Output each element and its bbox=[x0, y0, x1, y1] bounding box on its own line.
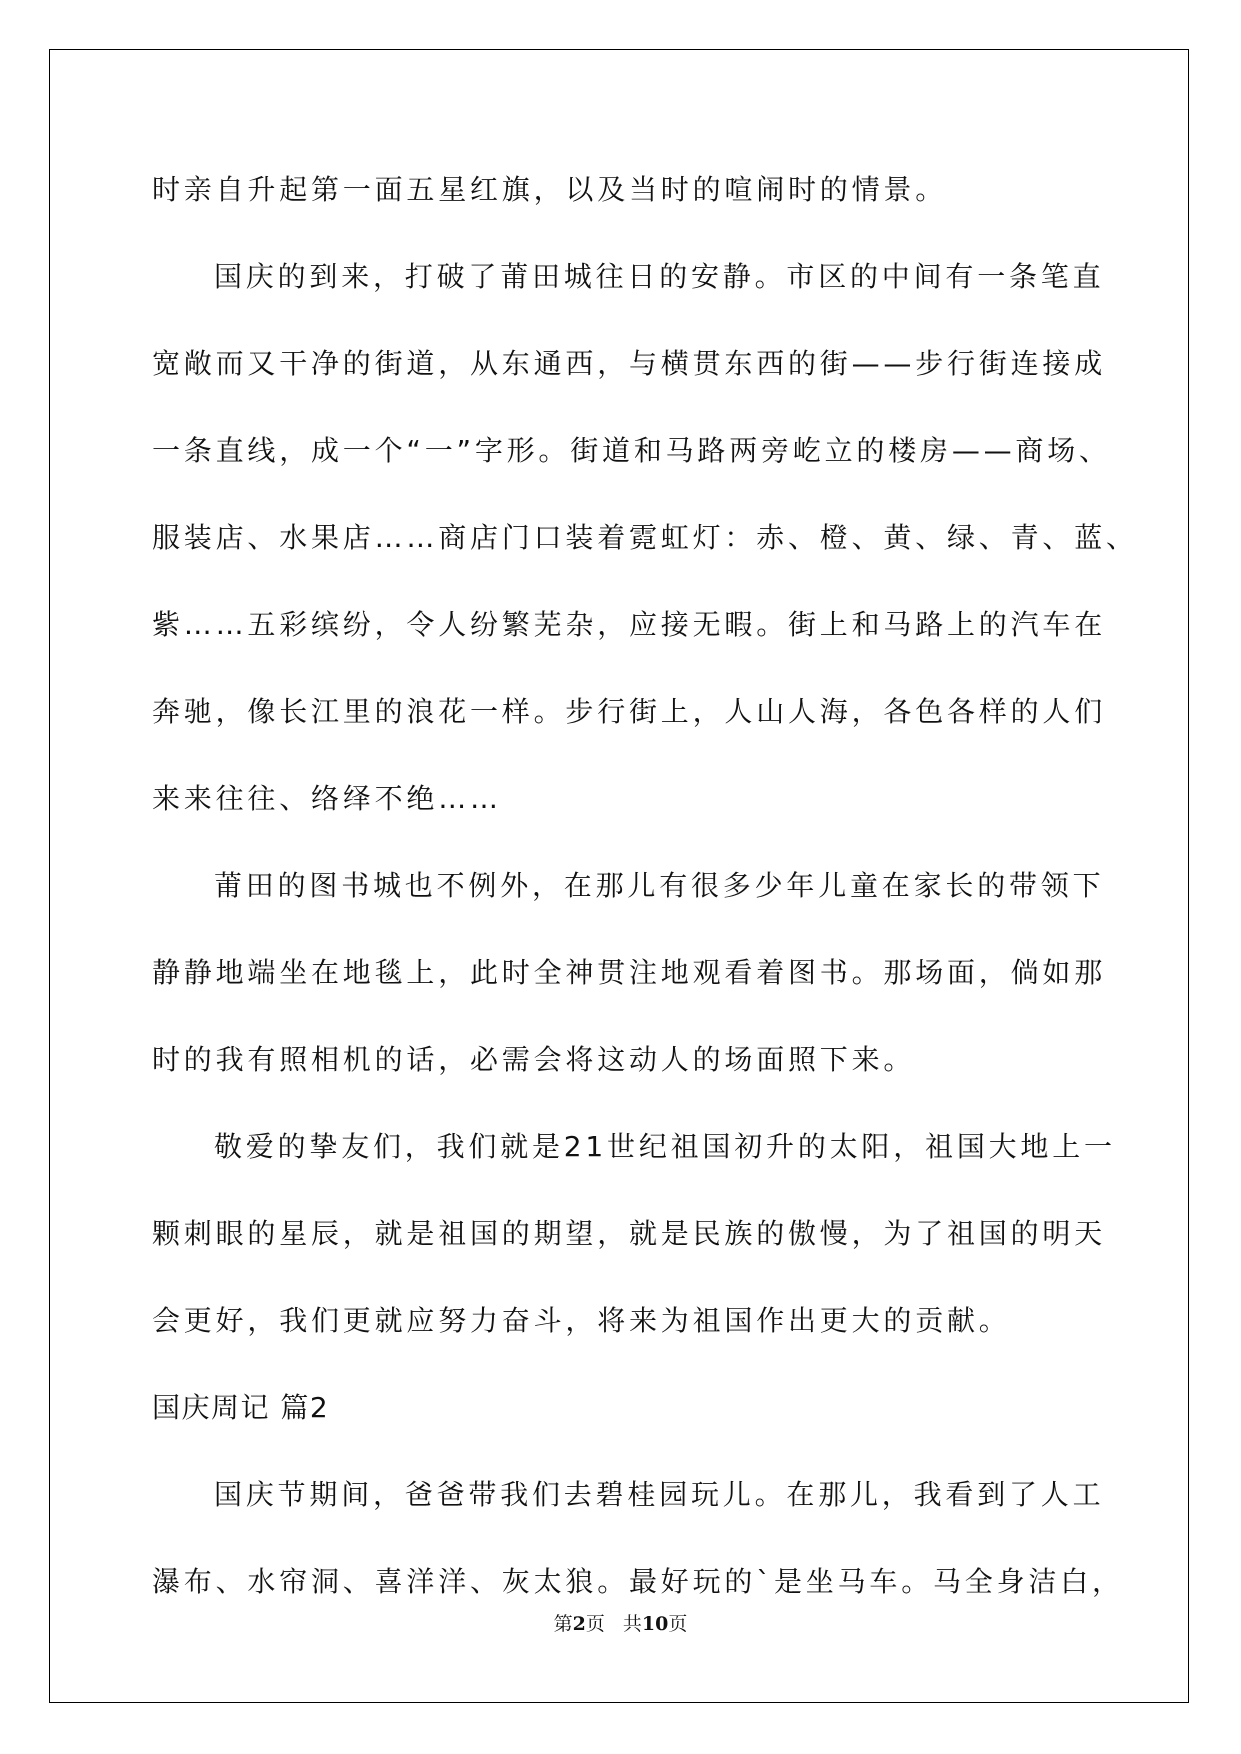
text-line: 奔驰，像长江里的浪花一样。步行街上，人山人海，各色各样的人们 bbox=[152, 695, 1107, 728]
paragraph-start-line: 敬爱的挚友们，我们就是21世纪祖国初升的太阳，祖国大地上一 bbox=[214, 1130, 1116, 1163]
current-page-number: 2 bbox=[572, 1613, 586, 1635]
text-line: 来来往往、络绎不绝…… bbox=[152, 782, 502, 815]
paragraph-start-line: 国庆节期间，爸爸带我们去碧桂园玩儿。在那儿，我看到了人工 bbox=[214, 1478, 1105, 1511]
paragraph-start-line: 莆田的图书城也不例外，在那儿有很多少年儿童在家长的带领下 bbox=[214, 869, 1105, 902]
total-page-count: 10 bbox=[641, 1613, 669, 1635]
page-number-prefix: 第 bbox=[553, 1613, 573, 1635]
section-heading: 国庆周记 篇2 bbox=[152, 1391, 330, 1424]
page-footer bbox=[0, 1609, 1241, 1636]
text-line: 紫……五彩缤纷，令人纷繁芜杂，应接无暇。街上和马路上的汽车在 bbox=[152, 608, 1107, 641]
page-number-suffix: 页 bbox=[585, 1613, 605, 1635]
text-line: 一条直线，成一个“一”字形。街道和马路两旁屹立的楼房——商场、 bbox=[152, 434, 1111, 467]
text-line: 颗刺眼的星辰，就是祖国的期望，就是民族的傲慢，为了祖国的明天 bbox=[152, 1217, 1107, 1250]
text-line: 瀑布、水帘洞、喜洋洋、灰太狼。最好玩的`是坐马车。马全身洁白， bbox=[152, 1565, 1124, 1598]
text-line: 会更好，我们更就应努力奋斗，将来为祖国作出更大的贡献。 bbox=[152, 1304, 1011, 1337]
text-line: 服装店、水果店……商店门口装着霓虹灯：赤、橙、黄、绿、青、蓝、 bbox=[152, 521, 1138, 554]
text-line: 静静地端坐在地毯上，此时全神贯注地观看着图书。那场面，倘如那 bbox=[152, 956, 1107, 989]
total-pages-suffix: 页 bbox=[668, 1613, 688, 1635]
total-pages-prefix: 共 bbox=[622, 1613, 642, 1635]
text-line: 时亲自升起第一面五星红旗，以及当时的喧闹时的情景。 bbox=[152, 173, 948, 206]
paragraph-start-line: 国庆的到来，打破了莆田城往日的安静。市区的中间有一条笔直 bbox=[214, 260, 1105, 293]
text-line: 时的我有照相机的话，必需会将这动人的场面照下来。 bbox=[152, 1043, 916, 1076]
text-line: 宽敞而又干净的街道，从东通西，与横贯东西的街——步行街连接成 bbox=[152, 347, 1107, 380]
